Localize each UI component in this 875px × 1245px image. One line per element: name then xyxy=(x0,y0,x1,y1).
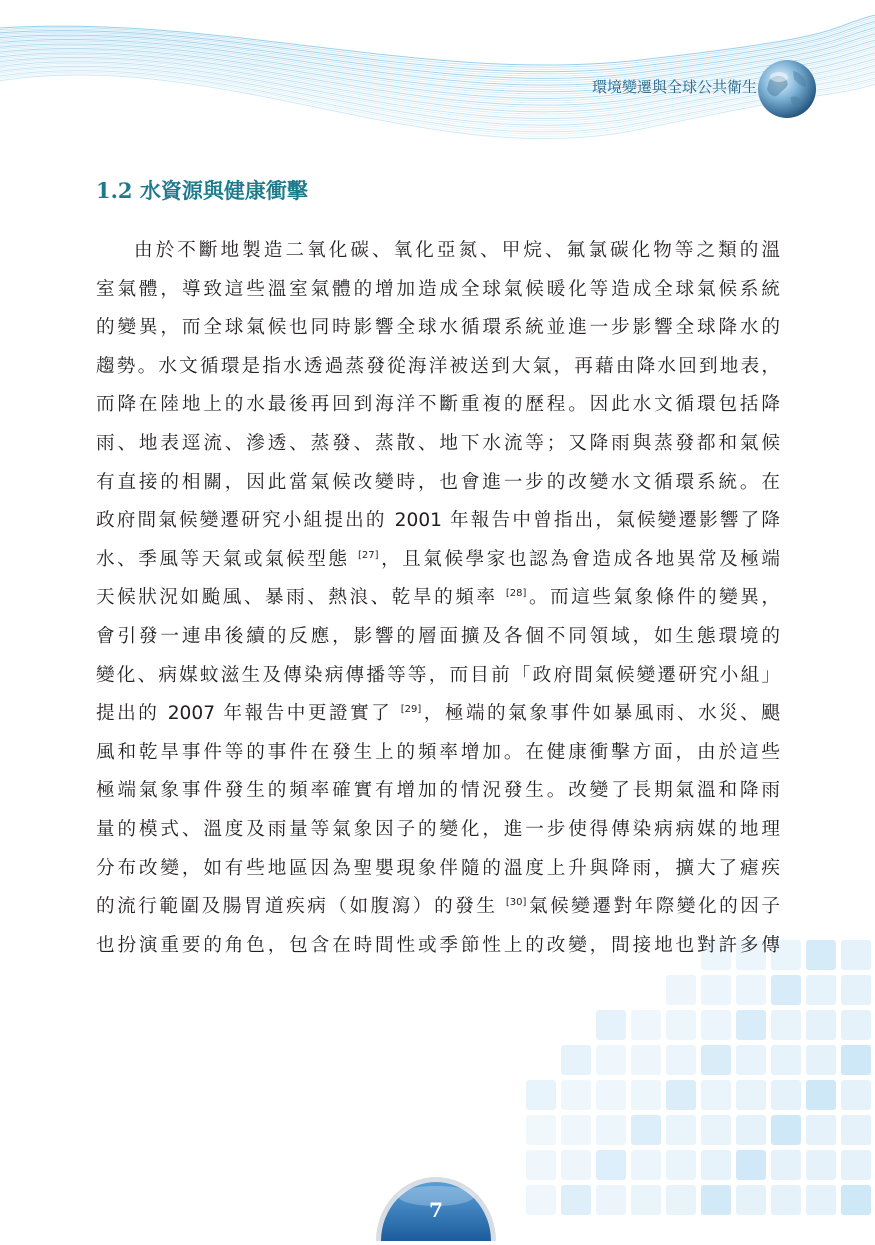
text-line xyxy=(96,541,780,580)
decorative-square xyxy=(806,975,836,1005)
decorative-square xyxy=(631,1185,661,1215)
decorative-square xyxy=(666,975,696,1005)
decorative-square xyxy=(771,1010,801,1040)
text-line: 由於不斷地製造二氧化碳、氧化亞氮、甲烷、氟氯碳化物等之類的溫 xyxy=(134,240,780,261)
decorative-square xyxy=(736,1080,766,1110)
decorative-square xyxy=(841,1115,871,1145)
decorative-square xyxy=(736,1045,766,1075)
text-line: 變化、病媒蚊滋生及傳染病傳播等等，而目前「政府間氣候變遷研究小組」 xyxy=(96,664,780,686)
decorative-square xyxy=(701,975,731,1005)
decorative-square xyxy=(841,1080,871,1110)
decorative-square xyxy=(666,1115,696,1145)
text-span: 天候狀況如颱風、暴雨、熱浪、乾旱的頻率 xyxy=(96,587,506,609)
decorative-square xyxy=(806,1150,836,1180)
decorative-square xyxy=(596,1185,626,1215)
decorative-square xyxy=(771,1150,801,1180)
decorative-square xyxy=(526,1185,556,1215)
page-number-badge xyxy=(373,1172,499,1241)
text-line xyxy=(96,695,780,734)
decorative-square xyxy=(666,1080,696,1110)
text-line: 雨、地表逕流、滲透、蒸發、蒸散、地下水流等；又降雨與蒸發都和氣候 xyxy=(96,432,780,454)
decorative-square xyxy=(701,1010,731,1040)
decorative-square xyxy=(631,1045,661,1075)
decorative-square xyxy=(666,1045,696,1075)
citation-ref: [29] xyxy=(400,704,422,716)
decorative-square xyxy=(806,1010,836,1040)
decorative-square xyxy=(561,1185,591,1215)
decorative-square xyxy=(526,1150,556,1180)
decorative-square xyxy=(596,1080,626,1110)
page-number: 7 xyxy=(429,1198,443,1222)
decorative-square xyxy=(526,1115,556,1145)
text-span: ，且氣候學家也認為會造成各地異常及極端 xyxy=(378,548,780,570)
decorative-square xyxy=(771,975,801,1005)
decorative-square xyxy=(666,1150,696,1180)
citation-ref: [27] xyxy=(358,549,379,561)
text-span: 提出的 2007 年報告中更證實了 xyxy=(96,703,401,725)
text-span: 的流行範圍及腸胃道疾病（如腹瀉）的發生 xyxy=(96,896,506,918)
decorative-square xyxy=(666,1010,696,1040)
decorative-square xyxy=(631,1115,661,1145)
decorative-square xyxy=(806,1115,836,1145)
decorative-square xyxy=(596,1150,626,1180)
decorative-square xyxy=(736,1010,766,1040)
decorative-square xyxy=(596,1045,626,1075)
text-line: 室氣體，導致這些溫室氣體的增加造成全球氣候暖化等造成全球氣候系統 xyxy=(96,278,780,300)
decorative-square xyxy=(596,1010,626,1040)
decorative-square xyxy=(561,1150,591,1180)
text-line: 有直接的相關，因此當氣候改變時，也會進一步的改變水文循環系統。在 xyxy=(96,471,780,493)
body-paragraph xyxy=(96,232,780,965)
decorative-square xyxy=(701,1045,731,1075)
citation-ref: [30] xyxy=(505,897,527,909)
decorative-square xyxy=(771,1185,801,1215)
section-heading: 1.2 水資源與健康衝擊 xyxy=(96,178,308,203)
decorative-square xyxy=(596,1115,626,1145)
text-line: 分布改變，如有些地區因為聖嬰現象伴隨的溫度上升與降雨，擴大了瘧疾 xyxy=(96,857,780,879)
decorative-square xyxy=(631,1150,661,1180)
decorative-square xyxy=(841,940,871,970)
decorative-square xyxy=(806,1080,836,1110)
decorative-square xyxy=(666,1185,696,1215)
decorative-square xyxy=(841,1045,871,1075)
decorative-square xyxy=(736,975,766,1005)
text-line: 極端氣象事件發生的頻率確實有增加的情況發生。改變了長期氣溫和降雨 xyxy=(96,780,780,802)
decorative-square xyxy=(701,1185,731,1215)
citation-ref: [28] xyxy=(505,588,527,600)
text-line: 的變異，而全球氣候也同時影響全球水循環系統並進一步影響全球降水的 xyxy=(96,317,780,339)
decorative-square xyxy=(771,1045,801,1075)
decorative-square xyxy=(736,1115,766,1145)
text-line xyxy=(96,579,780,618)
decorative-square xyxy=(701,1115,731,1145)
text-line xyxy=(96,888,780,927)
text-span: 氣候變遷對年際變化的因子 xyxy=(526,896,780,918)
decorative-square xyxy=(841,1010,871,1040)
decorative-square xyxy=(526,1080,556,1110)
text-line: 政府間氣候變遷研究小組提出的 2001 年報告中曾指出，氣候變遷影響了降 xyxy=(96,510,780,532)
decorative-square xyxy=(771,1080,801,1110)
decorative-square xyxy=(841,1150,871,1180)
decorative-square xyxy=(701,1080,731,1110)
decorative-square xyxy=(841,975,871,1005)
decorative-square xyxy=(806,1185,836,1215)
decorative-square xyxy=(561,1080,591,1110)
text-span: ，極端的氣象事件如暴風雨、水災、颶 xyxy=(421,703,780,725)
text-span: 水、季風等天氣或氣候型態 xyxy=(96,548,358,570)
text-line: 趨勢。水文循環是指水透過蒸發從海洋被送到大氣，再藉由降水回到地表， xyxy=(96,355,780,377)
decorative-square xyxy=(631,1010,661,1040)
decorative-square xyxy=(561,1115,591,1145)
text-line: 會引發一連串後續的反應，影響的層面擴及各個不同領域，如生態環境的 xyxy=(96,625,780,647)
decorative-square xyxy=(736,1185,766,1215)
decorative-square xyxy=(806,940,836,970)
decorative-square xyxy=(631,1080,661,1110)
text-line: 量的模式、溫度及雨量等氣象因子的變化，進一步使得傳染病病媒的地理 xyxy=(96,818,780,840)
text-span: 。而這些氣象條件的變異， xyxy=(526,587,780,609)
text-line: 而降在陸地上的水最後再回到海洋不斷重複的歷程。因此水文循環包括降 xyxy=(96,394,780,416)
running-header-title: 環境變遷與全球公共衛生 xyxy=(591,78,757,96)
decorative-square xyxy=(561,1045,591,1075)
decorative-square xyxy=(806,1045,836,1075)
text-line: 風和乾旱事件等的事件在發生上的頻率增加。在健康衝擊方面，由於這些 xyxy=(96,741,780,763)
text-line: 也扮演重要的角色，包含在時間性或季節性上的改變，間接地也對許多傳 xyxy=(96,934,780,956)
decorative-square xyxy=(841,1185,871,1215)
decorative-square xyxy=(736,1150,766,1180)
decorative-square xyxy=(771,1115,801,1145)
decorative-square xyxy=(701,1150,731,1180)
